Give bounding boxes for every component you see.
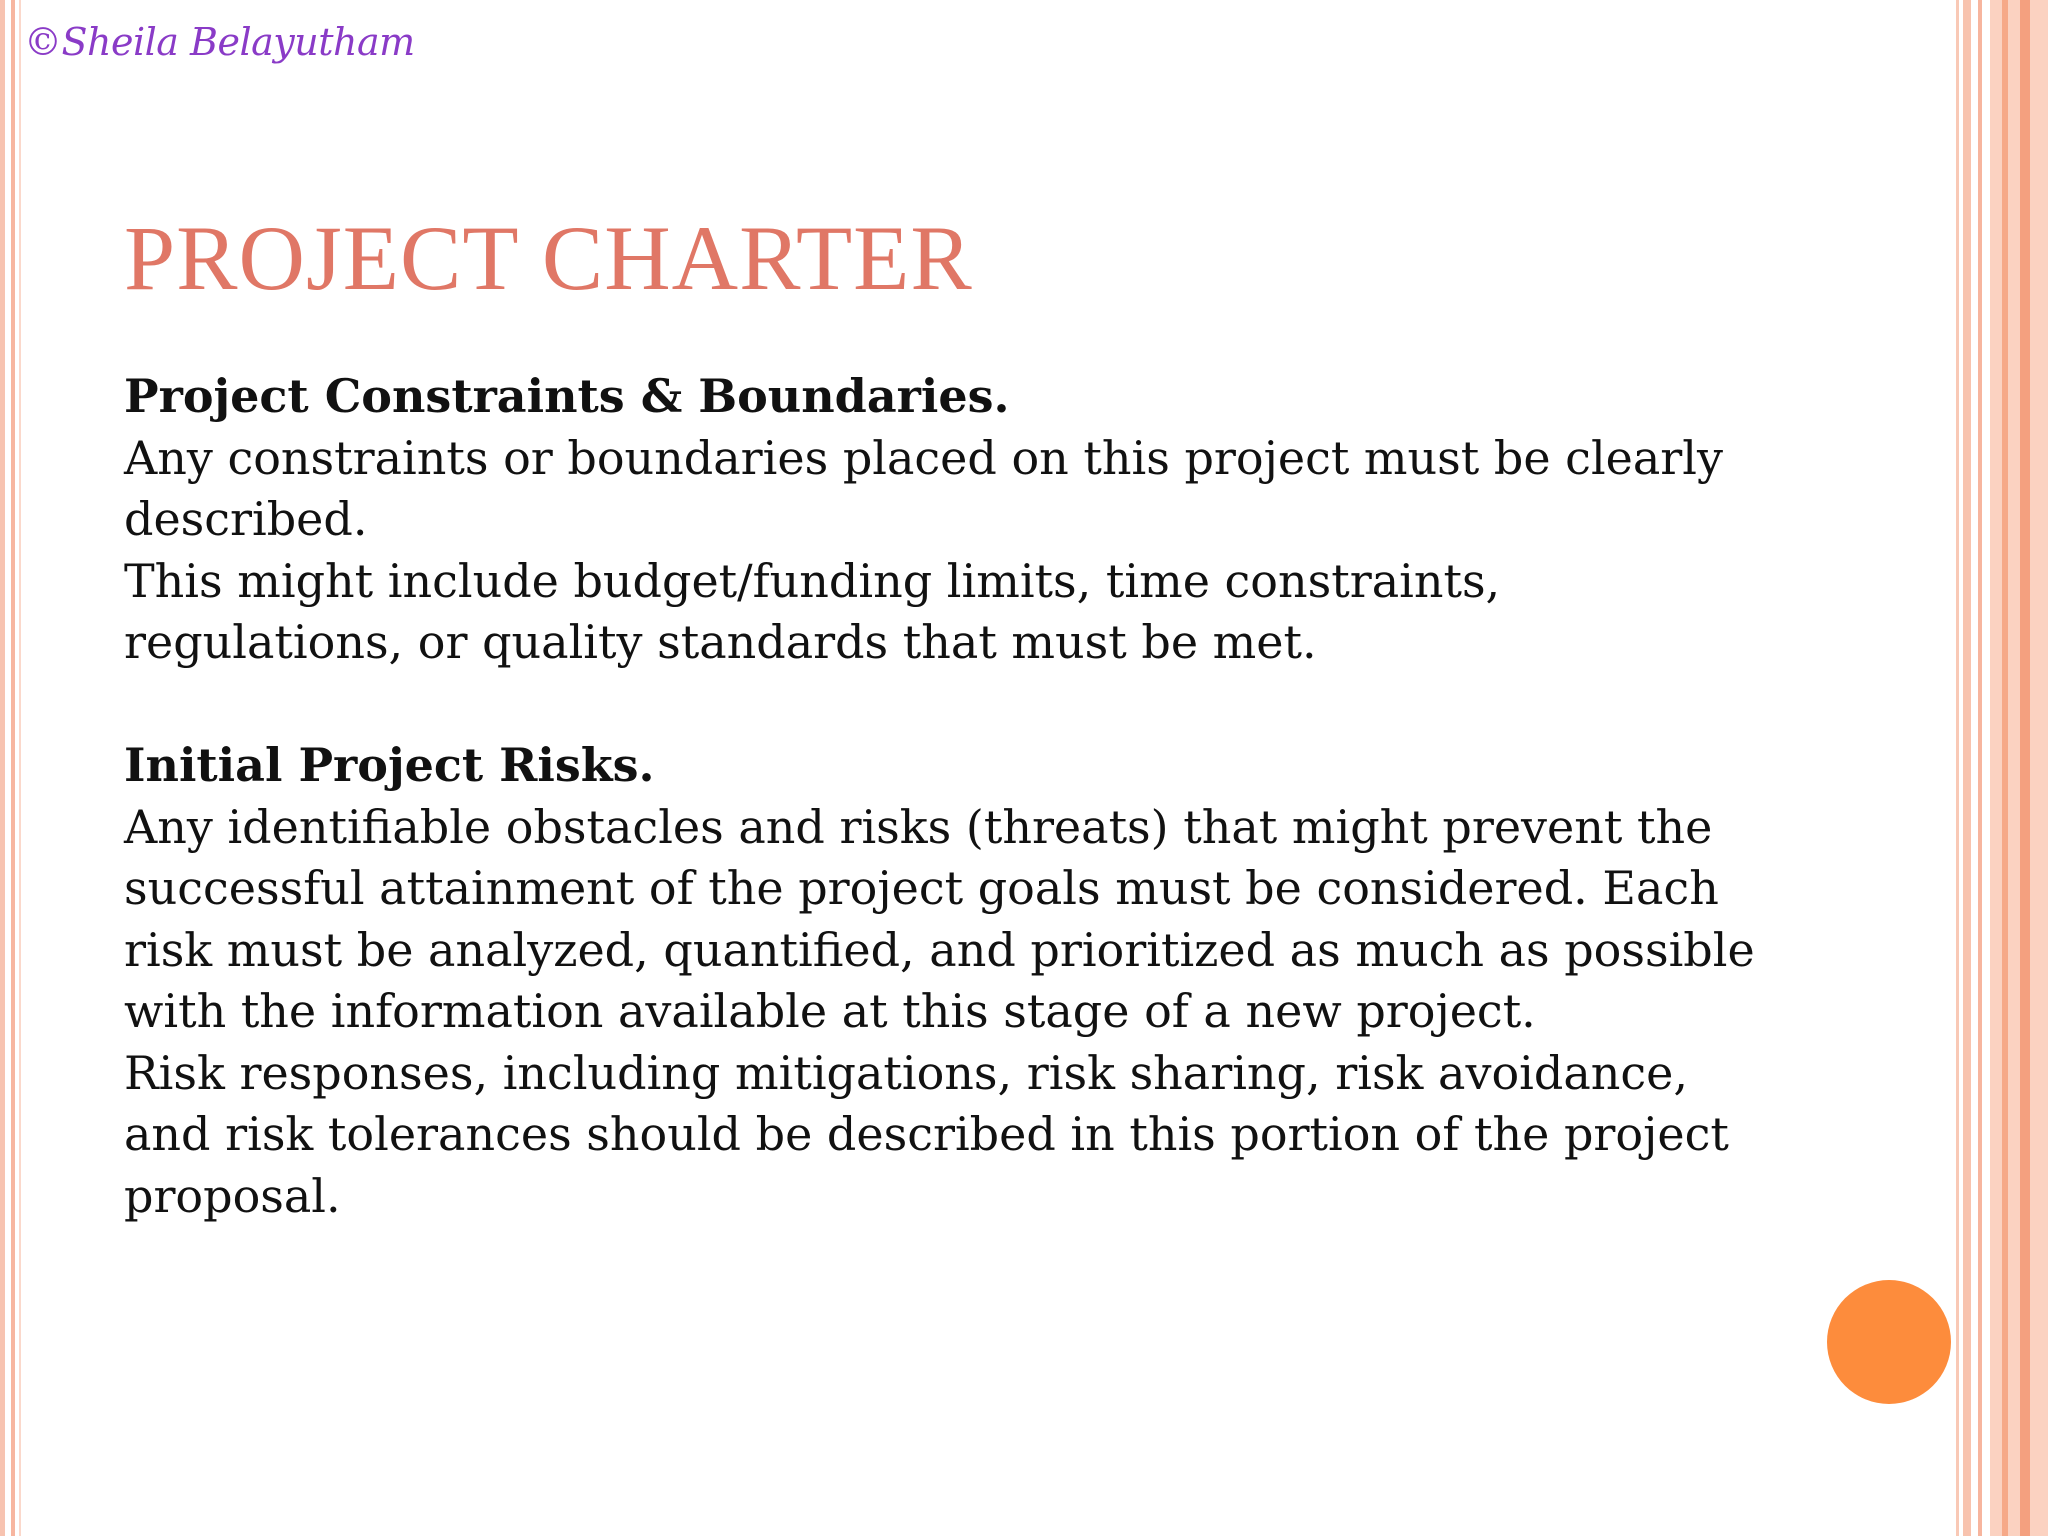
paragraph: This might include budget/funding limits, time constraints, regulations, or quality standards that must be met. [124,553,1501,669]
section-heading-constraints: Project Constraints & Boundaries. [124,369,1010,423]
left-border-line [0,0,5,1536]
right-border-stripe [2020,0,2030,1536]
section-spacer [124,674,1764,736]
section-heading-risks: Initial Project Risks. [124,738,655,792]
paragraph: Any identifiable obstacles and risks (threats) that might prevent the successful attainment of the project goals must be considered. Each risk must be analyzed, quantified, and prioritized as much as possible with the information available at this stage of a new project. [124,799,1755,1038]
right-border-line [1963,0,1971,1536]
left-border-line [19,0,21,1536]
decorative-circle [1827,1280,1951,1404]
copyright-watermark: ©Sheila Belayutham [24,20,415,64]
slide-title: PROJECT CHARTER [124,207,973,309]
left-border-line [11,0,15,1536]
slide-body [124,366,1764,1227]
right-border-band [1990,0,2048,1536]
right-border-stripe [2002,0,2008,1536]
right-border-line [1978,0,1982,1536]
paragraph: Risk responses, including mitigations, risk sharing, risk avoidance, and risk tolerances should be described in this portion of the project proposal. [124,1045,1729,1223]
right-border-line [1956,0,1959,1536]
paragraph: Any constraints or boundaries placed on this project must be clearly described. [124,430,1723,546]
